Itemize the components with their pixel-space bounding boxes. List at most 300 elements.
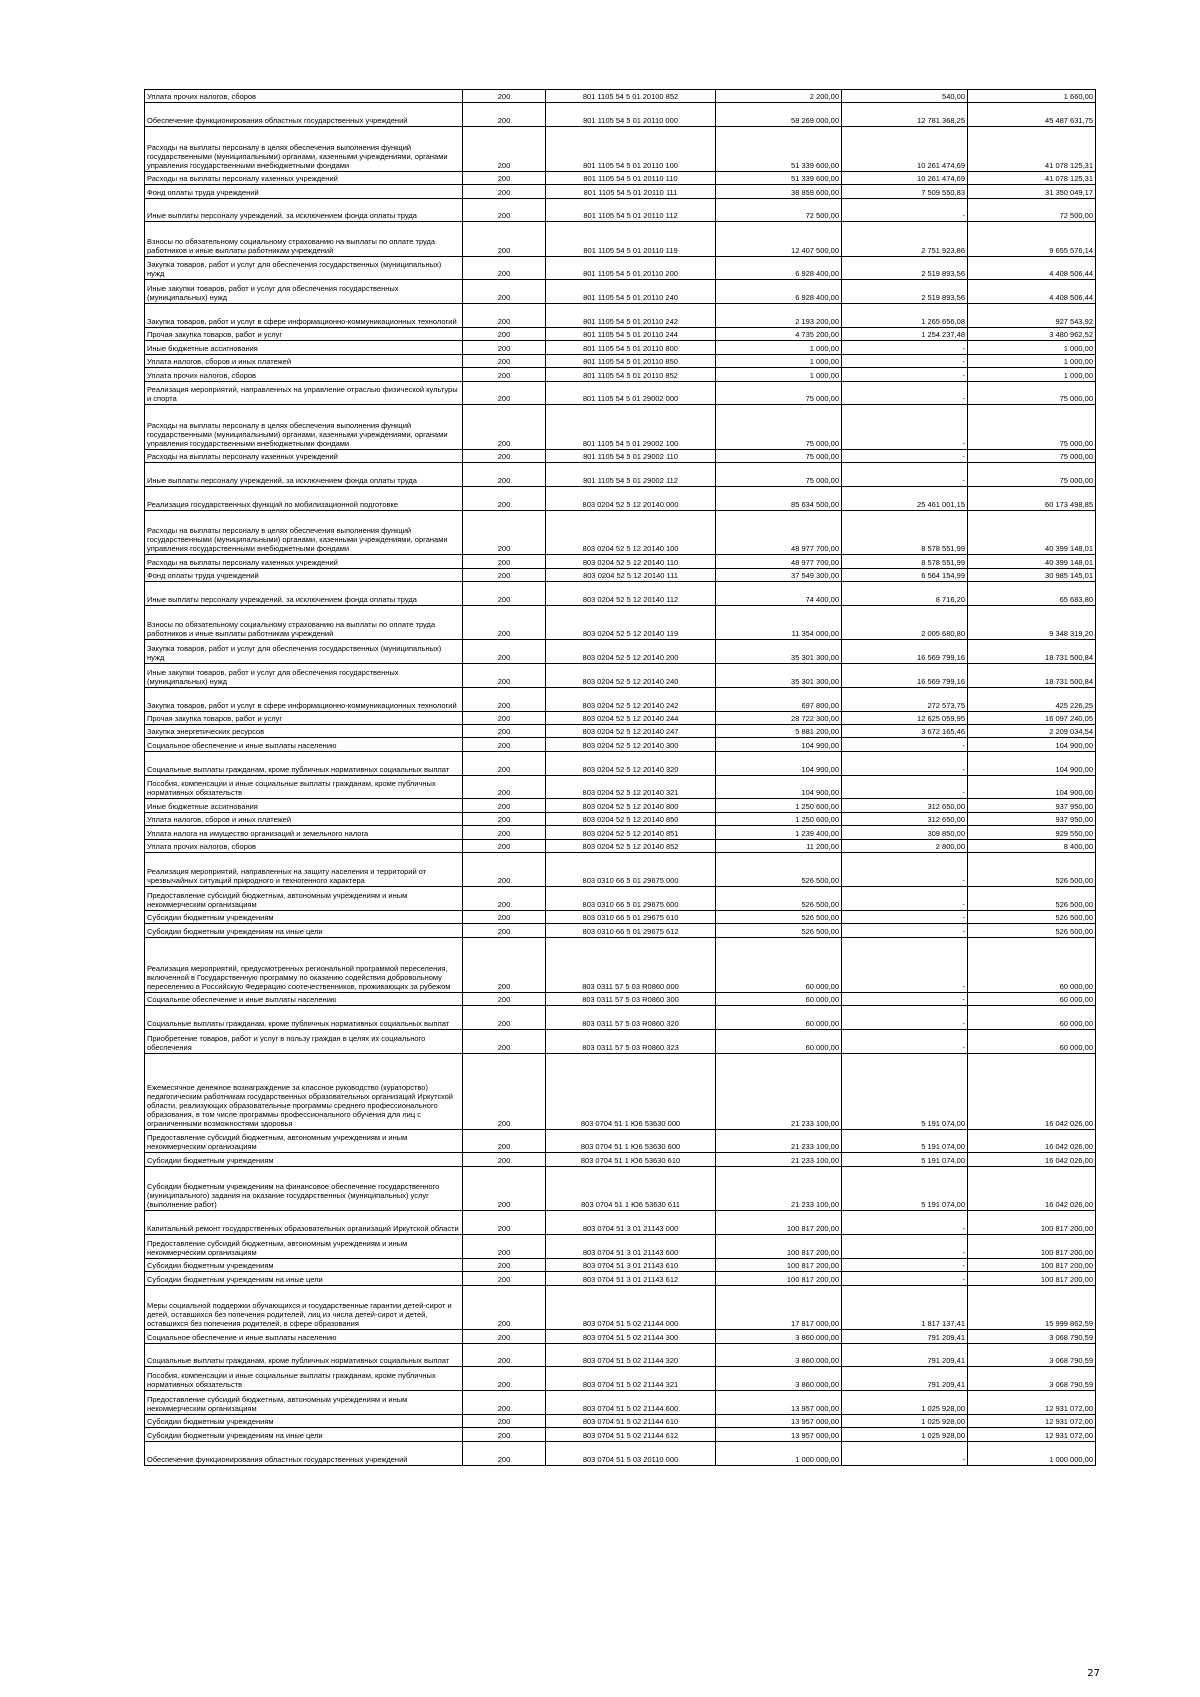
row-executed-cell: - xyxy=(842,1211,968,1235)
row-executed-cell: 1 025 928,00 xyxy=(842,1391,968,1415)
row-unexecuted-cell: 1 000,00 xyxy=(968,368,1096,381)
row-unexecuted-cell: 1 000,00 xyxy=(968,341,1096,354)
row-line-code-cell: 200 xyxy=(463,171,546,184)
row-approved-cell: 60 000,00 xyxy=(716,1006,842,1030)
table-row xyxy=(145,711,1096,724)
row-unexecuted-cell: 60 173 498,85 xyxy=(968,487,1096,511)
row-executed-cell: 7 509 550,83 xyxy=(842,185,968,198)
row-unexecuted-cell: 8 400,00 xyxy=(968,839,1096,852)
table-row xyxy=(145,341,1096,354)
table-row xyxy=(145,1367,1096,1391)
row-name-cell: Закупка товаров, работ и услуг для обеспечения государственных (муниципальных) нужд xyxy=(145,256,463,280)
table-row xyxy=(145,1029,1096,1053)
table-row xyxy=(145,664,1096,688)
row-executed-cell: 10 261 474,69 xyxy=(842,171,968,184)
table-row xyxy=(145,1391,1096,1415)
row-budget-code-cell: 803 0704 51 1 Ю6 53630 610 xyxy=(546,1153,716,1166)
row-unexecuted-cell: 104 900,00 xyxy=(968,775,1096,799)
table-row xyxy=(145,725,1096,738)
row-approved-cell: 17 817 000,00 xyxy=(716,1285,842,1330)
table-row xyxy=(145,171,1096,184)
row-approved-cell: 75 000,00 xyxy=(716,381,842,405)
table-row xyxy=(145,256,1096,280)
row-executed-cell: 1 025 928,00 xyxy=(842,1428,968,1441)
row-line-code-cell: 200 xyxy=(463,1415,546,1428)
row-approved-cell: 100 817 200,00 xyxy=(716,1258,842,1271)
row-unexecuted-cell: 16 042 026,00 xyxy=(968,1153,1096,1166)
row-unexecuted-cell: 15 999 862,59 xyxy=(968,1285,1096,1330)
row-executed-cell: 6 564 154,99 xyxy=(842,568,968,581)
row-line-code-cell: 200 xyxy=(463,1211,546,1235)
row-unexecuted-cell: 100 817 200,00 xyxy=(968,1258,1096,1271)
row-budget-code-cell: 801 1105 54 5 01 29002 110 xyxy=(546,449,716,462)
row-line-code-cell: 200 xyxy=(463,510,546,555)
table-row xyxy=(145,463,1096,487)
row-approved-cell: 100 817 200,00 xyxy=(716,1211,842,1235)
row-executed-cell: - xyxy=(842,341,968,354)
row-budget-code-cell: 803 0204 52 5 12 20140 112 xyxy=(546,582,716,606)
row-approved-cell: 1 250 600,00 xyxy=(716,799,842,812)
row-executed-cell: 2 519 893,56 xyxy=(842,280,968,304)
row-line-code-cell: 200 xyxy=(463,1343,546,1367)
row-line-code-cell: 200 xyxy=(463,640,546,664)
row-executed-cell: 12 625 059,95 xyxy=(842,711,968,724)
row-unexecuted-cell: 60 000,00 xyxy=(968,1029,1096,1053)
row-executed-cell: 8 578 551,99 xyxy=(842,510,968,555)
row-unexecuted-cell: 16 042 026,00 xyxy=(968,1129,1096,1153)
row-executed-cell: - xyxy=(842,368,968,381)
row-name-cell: Иные выплаты персоналу учреждений, за исключением фонда оплаты труда xyxy=(145,582,463,606)
table-row xyxy=(145,90,1096,103)
row-unexecuted-cell: 4 408 506,44 xyxy=(968,280,1096,304)
row-unexecuted-cell: 12 931 072,00 xyxy=(968,1391,1096,1415)
table-row xyxy=(145,555,1096,568)
row-approved-cell: 28 722 300,00 xyxy=(716,711,842,724)
row-line-code-cell: 200 xyxy=(463,1029,546,1053)
row-budget-code-cell: 803 0204 52 5 12 20140 242 xyxy=(546,687,716,711)
row-name-cell: Иные бюджетные ассигнования xyxy=(145,341,463,354)
row-budget-code-cell: 801 1105 54 5 01 20110 110 xyxy=(546,171,716,184)
row-unexecuted-cell: 9 348 319,20 xyxy=(968,606,1096,640)
row-budget-code-cell: 803 0204 52 5 12 20140 110 xyxy=(546,555,716,568)
row-approved-cell: 75 000,00 xyxy=(716,449,842,462)
table-row xyxy=(145,510,1096,555)
row-unexecuted-cell: 100 817 200,00 xyxy=(968,1211,1096,1235)
row-name-cell: Расходы на выплаты персоналу казенных учреждений xyxy=(145,449,463,462)
row-approved-cell: 104 900,00 xyxy=(716,751,842,775)
row-budget-code-cell: 803 0704 51 5 03 20110 000 xyxy=(546,1441,716,1465)
table-row xyxy=(145,640,1096,664)
row-line-code-cell: 200 xyxy=(463,1235,546,1259)
row-executed-cell: - xyxy=(842,910,968,923)
row-unexecuted-cell: 31 350 049,17 xyxy=(968,185,1096,198)
row-approved-cell: 13 957 000,00 xyxy=(716,1415,842,1428)
row-approved-cell: 48 977 700,00 xyxy=(716,510,842,555)
row-line-code-cell: 200 xyxy=(463,687,546,711)
row-name-cell: Пособия, компенсации и иные социальные выплаты гражданам, кроме публичных нормативных обязательств xyxy=(145,775,463,799)
row-unexecuted-cell: 425 226,25 xyxy=(968,687,1096,711)
row-line-code-cell: 200 xyxy=(463,738,546,751)
row-budget-code-cell: 803 0204 52 5 12 20140 320 xyxy=(546,751,716,775)
row-approved-cell: 72 500,00 xyxy=(716,198,842,222)
row-name-cell: Предоставление субсидий бюджетным, автономным учреждениям и иным некоммерческим организациям xyxy=(145,1235,463,1259)
row-approved-cell: 526 500,00 xyxy=(716,910,842,923)
row-unexecuted-cell: 100 817 200,00 xyxy=(968,1272,1096,1285)
table-row xyxy=(145,568,1096,581)
row-budget-code-cell: 803 0204 52 5 12 20140 852 xyxy=(546,839,716,852)
row-budget-code-cell: 803 0311 57 5 03 R0860 323 xyxy=(546,1029,716,1053)
row-budget-code-cell: 803 0704 51 5 02 21144 600 xyxy=(546,1391,716,1415)
table-row xyxy=(145,185,1096,198)
budget-execution-table xyxy=(144,89,1096,1466)
row-line-code-cell: 200 xyxy=(463,937,546,992)
row-budget-code-cell: 803 0310 66 5 01 29675 600 xyxy=(546,887,716,911)
row-unexecuted-cell: 3 068 790,59 xyxy=(968,1330,1096,1343)
row-unexecuted-cell: 12 931 072,00 xyxy=(968,1415,1096,1428)
row-unexecuted-cell: 104 900,00 xyxy=(968,738,1096,751)
row-approved-cell: 35 301 300,00 xyxy=(716,664,842,688)
row-unexecuted-cell: 4 408 506,44 xyxy=(968,256,1096,280)
table-row xyxy=(145,222,1096,256)
row-name-cell: Уплата прочих налогов, сборов xyxy=(145,368,463,381)
row-name-cell: Обеспечение функционирования областных государственных учреждений xyxy=(145,103,463,127)
row-executed-cell: - xyxy=(842,463,968,487)
row-executed-cell: 25 461 001,15 xyxy=(842,487,968,511)
row-budget-code-cell: 803 0704 51 3 01 21143 600 xyxy=(546,1235,716,1259)
row-budget-code-cell: 803 0704 51 3 01 21143 000 xyxy=(546,1211,716,1235)
row-line-code-cell: 200 xyxy=(463,405,546,450)
row-approved-cell: 21 233 100,00 xyxy=(716,1129,842,1153)
row-approved-cell: 1 000,00 xyxy=(716,341,842,354)
row-unexecuted-cell: 60 000,00 xyxy=(968,937,1096,992)
row-line-code-cell: 200 xyxy=(463,327,546,340)
row-approved-cell: 104 900,00 xyxy=(716,775,842,799)
table-row xyxy=(145,606,1096,640)
row-budget-code-cell: 803 0704 51 3 01 21143 610 xyxy=(546,1258,716,1271)
table-row xyxy=(145,1006,1096,1030)
row-name-cell: Приобретение товаров, работ и услуг в пользу граждан в целях их социального обеспечения xyxy=(145,1029,463,1053)
table-row xyxy=(145,1441,1096,1465)
row-executed-cell: - xyxy=(842,1441,968,1465)
row-executed-cell: 1 254 237,48 xyxy=(842,327,968,340)
row-approved-cell: 12 407 500,00 xyxy=(716,222,842,256)
row-line-code-cell: 200 xyxy=(463,1006,546,1030)
row-approved-cell: 1 000,00 xyxy=(716,368,842,381)
table-row xyxy=(145,992,1096,1005)
row-approved-cell: 48 977 700,00 xyxy=(716,555,842,568)
row-unexecuted-cell: 41 078 125,31 xyxy=(968,127,1096,172)
row-executed-cell: 12 781 368,25 xyxy=(842,103,968,127)
row-budget-code-cell: 801 1105 54 5 01 20110 240 xyxy=(546,280,716,304)
row-budget-code-cell: 803 0704 51 1 Ю6 53630 611 xyxy=(546,1166,716,1211)
row-approved-cell: 1 000,00 xyxy=(716,354,842,367)
row-name-cell: Субсидии бюджетным учреждениям xyxy=(145,1153,463,1166)
row-name-cell: Субсидии бюджетным учреждениям на финансовое обеспечение государственного (муниципального) задания на оказание государственных (муниципальных) услуг (выполнение работ) xyxy=(145,1166,463,1211)
row-approved-cell: 697 800,00 xyxy=(716,687,842,711)
row-approved-cell: 13 957 000,00 xyxy=(716,1428,842,1441)
row-budget-code-cell: 801 1105 54 5 01 20110 852 xyxy=(546,368,716,381)
table-row xyxy=(145,487,1096,511)
row-budget-code-cell: 801 1105 54 5 01 20110 800 xyxy=(546,341,716,354)
row-unexecuted-cell: 526 500,00 xyxy=(968,852,1096,886)
row-name-cell: Иные закупки товаров, работ и услуг для обеспечения государственных (муниципальных) нужд xyxy=(145,280,463,304)
row-name-cell: Уплата прочих налогов, сборов xyxy=(145,839,463,852)
row-line-code-cell: 200 xyxy=(463,812,546,825)
row-executed-cell: - xyxy=(842,198,968,222)
row-line-code-cell: 200 xyxy=(463,256,546,280)
row-name-cell: Закупка товаров, работ и услуг для обеспечения государственных (муниципальных) нужд xyxy=(145,640,463,664)
row-budget-code-cell: 801 1105 54 5 01 20110 111 xyxy=(546,185,716,198)
row-executed-cell: 5 191 074,00 xyxy=(842,1153,968,1166)
row-unexecuted-cell: 60 000,00 xyxy=(968,1006,1096,1030)
row-unexecuted-cell: 1 660,00 xyxy=(968,90,1096,103)
table-row xyxy=(145,368,1096,381)
row-line-code-cell: 200 xyxy=(463,90,546,103)
table-row xyxy=(145,198,1096,222)
row-name-cell: Социальное обеспечение и иные выплаты населению xyxy=(145,1330,463,1343)
row-budget-code-cell: 803 0204 52 5 12 20140 300 xyxy=(546,738,716,751)
row-name-cell: Расходы на выплаты персоналу казенных учреждений xyxy=(145,171,463,184)
row-approved-cell: 3 860 000,00 xyxy=(716,1330,842,1343)
row-budget-code-cell: 801 1105 54 5 01 20100 852 xyxy=(546,90,716,103)
table-row xyxy=(145,1285,1096,1330)
table-row xyxy=(145,1129,1096,1153)
row-line-code-cell: 200 xyxy=(463,1441,546,1465)
row-approved-cell: 11 200,00 xyxy=(716,839,842,852)
row-unexecuted-cell: 3 068 790,59 xyxy=(968,1367,1096,1391)
row-executed-cell: - xyxy=(842,852,968,886)
row-unexecuted-cell: 18 731 500,84 xyxy=(968,640,1096,664)
row-name-cell: Расходы на выплаты персоналу казенных учреждений xyxy=(145,555,463,568)
table-row xyxy=(145,1211,1096,1235)
row-line-code-cell: 200 xyxy=(463,799,546,812)
table-row xyxy=(145,1053,1096,1129)
row-budget-code-cell: 803 0311 57 5 03 R0860 000 xyxy=(546,937,716,992)
row-executed-cell: 2 519 893,56 xyxy=(842,256,968,280)
row-line-code-cell: 200 xyxy=(463,711,546,724)
row-approved-cell: 4 735 200,00 xyxy=(716,327,842,340)
table-row xyxy=(145,910,1096,923)
row-name-cell: Пособия, компенсации и иные социальные выплаты гражданам, кроме публичных нормативных обязательств xyxy=(145,1367,463,1391)
row-unexecuted-cell: 41 078 125,31 xyxy=(968,171,1096,184)
table-body xyxy=(145,90,1096,1466)
table-row xyxy=(145,852,1096,886)
table-row xyxy=(145,1428,1096,1441)
row-executed-cell: 10 261 474,69 xyxy=(842,127,968,172)
table-row xyxy=(145,1272,1096,1285)
table-row xyxy=(145,1258,1096,1271)
row-name-cell: Взносы по обязательному социальному страхованию на выплаты по оплате труда работников и иные выплаты работникам учреждений xyxy=(145,606,463,640)
row-line-code-cell: 200 xyxy=(463,582,546,606)
table-row xyxy=(145,1415,1096,1428)
row-executed-cell: 312 650,00 xyxy=(842,799,968,812)
row-budget-code-cell: 801 1105 54 5 01 20110 000 xyxy=(546,103,716,127)
row-executed-cell: - xyxy=(842,449,968,462)
row-name-cell: Фонд оплаты труда учреждений xyxy=(145,185,463,198)
row-approved-cell: 6 928 400,00 xyxy=(716,256,842,280)
row-line-code-cell: 200 xyxy=(463,1428,546,1441)
row-executed-cell: - xyxy=(842,1029,968,1053)
row-budget-code-cell: 803 0204 52 5 12 20140 800 xyxy=(546,799,716,812)
row-approved-cell: 526 500,00 xyxy=(716,887,842,911)
row-line-code-cell: 200 xyxy=(463,368,546,381)
row-unexecuted-cell: 3 068 790,59 xyxy=(968,1343,1096,1367)
table-row xyxy=(145,1166,1096,1211)
row-line-code-cell: 200 xyxy=(463,280,546,304)
row-name-cell: Реализация мероприятий, направленных на защиту населения и территорий от чрезвычайных ситуаций природного и техногенного характера xyxy=(145,852,463,886)
row-budget-code-cell: 803 0704 51 5 02 21144 610 xyxy=(546,1415,716,1428)
row-executed-cell: 1 025 928,00 xyxy=(842,1415,968,1428)
page-number: 27 xyxy=(1087,1668,1100,1679)
row-unexecuted-cell: 75 000,00 xyxy=(968,381,1096,405)
row-budget-code-cell: 803 0204 52 5 12 20140 000 xyxy=(546,487,716,511)
row-executed-cell: - xyxy=(842,924,968,937)
row-budget-code-cell: 801 1105 54 5 01 29002 100 xyxy=(546,405,716,450)
row-name-cell: Уплата налогов, сборов и иных платежей xyxy=(145,354,463,367)
row-executed-cell: - xyxy=(842,1258,968,1271)
row-approved-cell: 3 860 000,00 xyxy=(716,1367,842,1391)
row-budget-code-cell: 801 1105 54 5 01 20110 119 xyxy=(546,222,716,256)
row-budget-code-cell: 803 0704 51 5 02 21144 612 xyxy=(546,1428,716,1441)
row-approved-cell: 37 549 300,00 xyxy=(716,568,842,581)
row-unexecuted-cell: 75 000,00 xyxy=(968,463,1096,487)
row-budget-code-cell: 803 0204 52 5 12 20140 111 xyxy=(546,568,716,581)
row-budget-code-cell: 801 1105 54 5 01 20110 850 xyxy=(546,354,716,367)
row-name-cell: Субсидии бюджетным учреждениям xyxy=(145,1258,463,1271)
row-executed-cell: - xyxy=(842,738,968,751)
row-approved-cell: 51 339 600,00 xyxy=(716,127,842,172)
row-approved-cell: 526 500,00 xyxy=(716,924,842,937)
row-budget-code-cell: 801 1105 54 5 01 20110 244 xyxy=(546,327,716,340)
row-executed-cell: 2 751 923,86 xyxy=(842,222,968,256)
row-approved-cell: 60 000,00 xyxy=(716,937,842,992)
row-executed-cell: 5 191 074,00 xyxy=(842,1053,968,1129)
row-executed-cell: 16 569 799,16 xyxy=(842,640,968,664)
row-line-code-cell: 200 xyxy=(463,910,546,923)
row-unexecuted-cell: 16 042 026,00 xyxy=(968,1053,1096,1129)
table-row xyxy=(145,327,1096,340)
row-line-code-cell: 200 xyxy=(463,354,546,367)
row-executed-cell: 791 209,41 xyxy=(842,1330,968,1343)
row-line-code-cell: 200 xyxy=(463,751,546,775)
row-executed-cell: 3 672 165,46 xyxy=(842,725,968,738)
row-line-code-cell: 200 xyxy=(463,555,546,568)
row-budget-code-cell: 803 0204 52 5 12 20140 244 xyxy=(546,711,716,724)
row-budget-code-cell: 803 0704 51 5 02 21144 300 xyxy=(546,1330,716,1343)
row-unexecuted-cell: 927 543,92 xyxy=(968,304,1096,328)
row-budget-code-cell: 803 0204 52 5 12 20140 851 xyxy=(546,826,716,839)
row-unexecuted-cell: 526 500,00 xyxy=(968,910,1096,923)
row-approved-cell: 100 817 200,00 xyxy=(716,1235,842,1259)
row-line-code-cell: 200 xyxy=(463,1285,546,1330)
row-line-code-cell: 200 xyxy=(463,852,546,886)
row-approved-cell: 75 000,00 xyxy=(716,405,842,450)
row-approved-cell: 1 239 400,00 xyxy=(716,826,842,839)
row-unexecuted-cell: 40 399 148,01 xyxy=(968,555,1096,568)
row-unexecuted-cell: 937 950,00 xyxy=(968,812,1096,825)
row-executed-cell: 272 573,75 xyxy=(842,687,968,711)
row-line-code-cell: 200 xyxy=(463,103,546,127)
row-executed-cell: - xyxy=(842,354,968,367)
row-budget-code-cell: 803 0204 52 5 12 20140 119 xyxy=(546,606,716,640)
row-line-code-cell: 200 xyxy=(463,1053,546,1129)
row-name-cell: Закупка товаров, работ и услуг в сфере информационно-коммуникационных технологий xyxy=(145,687,463,711)
row-executed-cell: 1 817 137,41 xyxy=(842,1285,968,1330)
row-name-cell: Расходы на выплаты персоналу в целях обеспечения выполнения функций государственными (муниципальными) органами, казенными учреждениями, органами управления государственными внебюджетными фондами xyxy=(145,510,463,555)
row-line-code-cell: 200 xyxy=(463,826,546,839)
row-budget-code-cell: 801 1105 54 5 01 20110 242 xyxy=(546,304,716,328)
row-executed-cell: - xyxy=(842,751,968,775)
row-line-code-cell: 200 xyxy=(463,1166,546,1211)
row-name-cell: Иные бюджетные ассигнования xyxy=(145,799,463,812)
row-name-cell: Социальные выплаты гражданам, кроме публичных нормативных социальных выплат xyxy=(145,751,463,775)
row-approved-cell: 6 928 400,00 xyxy=(716,280,842,304)
row-name-cell: Субсидии бюджетным учреждениям на иные цели xyxy=(145,1272,463,1285)
row-executed-cell: - xyxy=(842,1235,968,1259)
table-row xyxy=(145,937,1096,992)
row-line-code-cell: 200 xyxy=(463,606,546,640)
row-executed-cell: 8 578 551,99 xyxy=(842,555,968,568)
table-row xyxy=(145,304,1096,328)
row-name-cell: Фонд оплаты труда учреждений xyxy=(145,568,463,581)
row-budget-code-cell: 803 0204 52 5 12 20140 321 xyxy=(546,775,716,799)
row-executed-cell: 312 650,00 xyxy=(842,812,968,825)
table-row xyxy=(145,812,1096,825)
row-line-code-cell: 200 xyxy=(463,568,546,581)
row-line-code-cell: 200 xyxy=(463,924,546,937)
row-executed-cell: - xyxy=(842,887,968,911)
row-approved-cell: 60 000,00 xyxy=(716,1029,842,1053)
table-row xyxy=(145,687,1096,711)
row-unexecuted-cell: 75 000,00 xyxy=(968,405,1096,450)
table-row xyxy=(145,449,1096,462)
row-name-cell: Реализация мероприятий, предусмотренных региональной программой переселения, включенной в Государственную программу по оказанию содействия добровольному переселению в Российскую Федерацию соотечественников, проживающих за рубежом xyxy=(145,937,463,992)
row-line-code-cell: 200 xyxy=(463,839,546,852)
row-name-cell: Реализация мероприятий, направленных на управление отраслью физической культуры и спорта xyxy=(145,381,463,405)
row-line-code-cell: 200 xyxy=(463,664,546,688)
row-name-cell: Закупка энергетических ресурсов xyxy=(145,725,463,738)
row-unexecuted-cell: 72 500,00 xyxy=(968,198,1096,222)
row-budget-code-cell: 801 1105 54 5 01 20110 112 xyxy=(546,198,716,222)
row-approved-cell: 1 250 600,00 xyxy=(716,812,842,825)
row-unexecuted-cell: 12 931 072,00 xyxy=(968,1428,1096,1441)
row-line-code-cell: 200 xyxy=(463,1129,546,1153)
row-unexecuted-cell: 1 000 000,00 xyxy=(968,1441,1096,1465)
row-name-cell: Расходы на выплаты персоналу в целях обеспечения выполнения функций государственными (муниципальными) органами, казенными учреждениями, органами управления государственными внебюджетными фондами xyxy=(145,127,463,172)
table-row xyxy=(145,751,1096,775)
row-line-code-cell: 200 xyxy=(463,185,546,198)
table-row xyxy=(145,381,1096,405)
row-budget-code-cell: 803 0310 66 5 01 29675 612 xyxy=(546,924,716,937)
table-row xyxy=(145,1330,1096,1343)
row-executed-cell: - xyxy=(842,405,968,450)
row-approved-cell: 2 200,00 xyxy=(716,90,842,103)
row-name-cell: Реализация государственных функций по мобилизационной подготовке xyxy=(145,487,463,511)
row-executed-cell: 791 209,41 xyxy=(842,1343,968,1367)
row-name-cell: Социальные выплаты гражданам, кроме публичных нормативных социальных выплат xyxy=(145,1343,463,1367)
row-executed-cell: 791 209,41 xyxy=(842,1367,968,1391)
row-budget-code-cell: 803 0204 52 5 12 20140 240 xyxy=(546,664,716,688)
row-name-cell: Уплата налога на имущество организаций и земельного налога xyxy=(145,826,463,839)
row-executed-cell: 16 569 799,16 xyxy=(842,664,968,688)
row-budget-code-cell: 803 0204 52 5 12 20140 247 xyxy=(546,725,716,738)
row-approved-cell: 21 233 100,00 xyxy=(716,1053,842,1129)
row-unexecuted-cell: 16 042 026,00 xyxy=(968,1166,1096,1211)
row-name-cell: Уплата налогов, сборов и иных платежей xyxy=(145,812,463,825)
row-line-code-cell: 200 xyxy=(463,449,546,462)
row-line-code-cell: 200 xyxy=(463,1330,546,1343)
row-budget-code-cell: 803 0704 51 5 02 21144 321 xyxy=(546,1367,716,1391)
